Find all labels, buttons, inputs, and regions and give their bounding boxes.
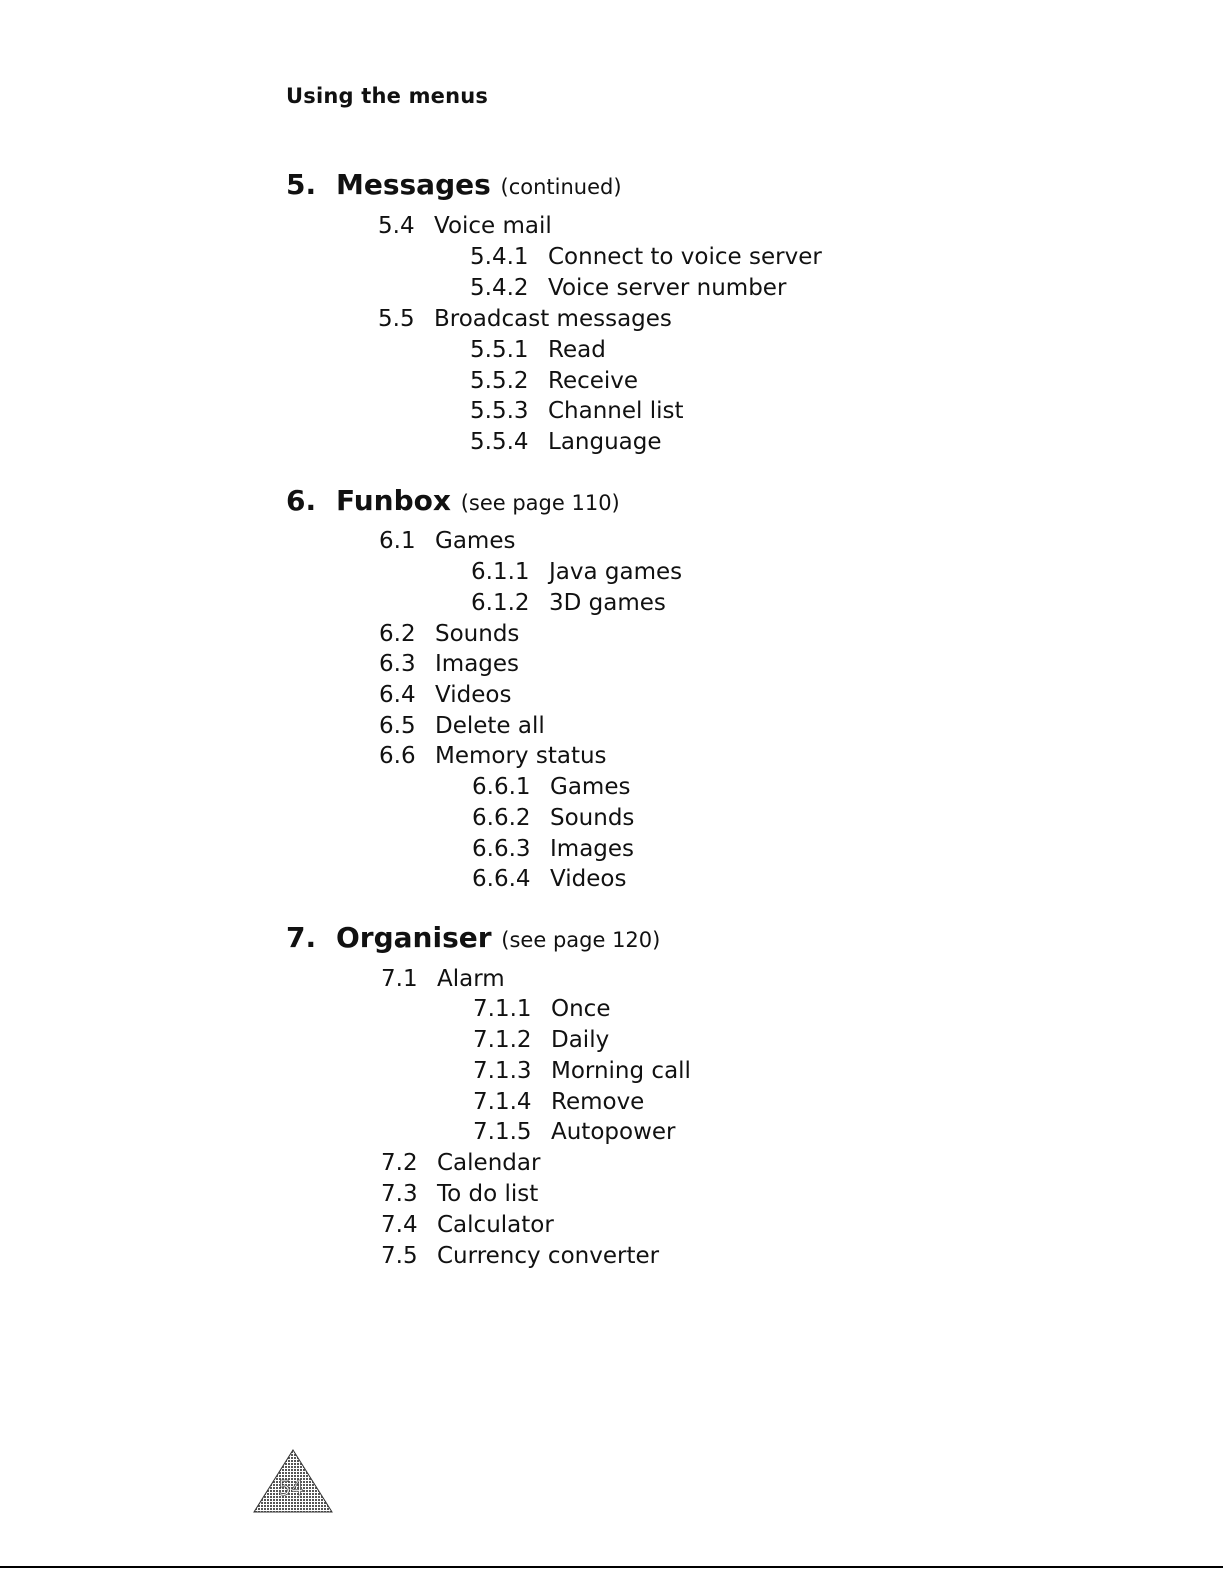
menu-item: 5.4 Voice mail xyxy=(378,213,552,239)
menu-item: 6.6.4 Videos xyxy=(472,866,627,892)
menu-item: 5.5.3 Channel list xyxy=(470,398,684,424)
section-heading-organiser xyxy=(286,921,660,954)
menu-item: 7.1.2 Daily xyxy=(473,1027,610,1053)
section-note: (see page 120) xyxy=(501,928,661,952)
menu-item: 6.1 Games xyxy=(379,528,516,554)
menu-item: 7.1.5 Autopower xyxy=(473,1119,676,1145)
menu-item: 5.4.1 Connect to voice server xyxy=(470,244,822,270)
page-number: 54 xyxy=(278,1476,304,1500)
menu-item: 6.1.2 3D games xyxy=(471,590,666,616)
menu-item: 7.1 Alarm xyxy=(381,966,505,992)
section-note: (continued) xyxy=(500,175,622,199)
menu-item: 7.1.3 Morning call xyxy=(473,1058,691,1084)
menu-item: 6.1.1 Java games xyxy=(471,559,683,585)
menu-item: 6.6.1 Games xyxy=(472,774,631,800)
page-number-triangle xyxy=(252,1448,334,1514)
menu-item: 6.5 Delete all xyxy=(379,713,545,739)
menu-item: 5.5 Broadcast messages xyxy=(378,306,672,332)
menu-item: 6.6.3 Images xyxy=(472,836,635,862)
menu-item: 6.3 Images xyxy=(379,651,520,677)
menu-item: 6.6 Memory status xyxy=(379,743,607,769)
menu-item: 7.4 Calculator xyxy=(381,1212,554,1238)
menu-item: 5.5.4 Language xyxy=(470,429,662,455)
section-number: 7. xyxy=(286,921,317,954)
menu-item: 5.4.2 Voice server number xyxy=(470,275,787,301)
menu-item: 7.1.1 Once xyxy=(473,996,611,1022)
menu-item: 7.1.4 Remove xyxy=(473,1089,645,1115)
menu-item: 5.5.1 Read xyxy=(470,337,606,363)
page-header: Using the menus xyxy=(286,84,489,108)
menu-item: 7.2 Calendar xyxy=(381,1150,541,1176)
section-heading-messages xyxy=(286,168,622,201)
menu-item: 6.4 Videos xyxy=(379,682,512,708)
section-heading-funbox xyxy=(286,484,620,517)
bottom-rule xyxy=(0,1566,1223,1568)
section-title: Messages xyxy=(336,168,491,201)
menu-item: 6.2 Sounds xyxy=(379,621,520,647)
menu-item: 7.3 To do list xyxy=(381,1181,539,1207)
menu-item: 6.6.2 Sounds xyxy=(472,805,635,831)
section-note: (see page 110) xyxy=(460,491,620,515)
menu-item: 5.5.2 Receive xyxy=(470,368,639,394)
menu-item: 7.5 Currency converter xyxy=(381,1243,660,1269)
section-number: 5. xyxy=(286,168,317,201)
section-title: Organiser xyxy=(336,921,492,954)
section-title: Funbox xyxy=(336,484,451,517)
section-number: 6. xyxy=(286,484,317,517)
